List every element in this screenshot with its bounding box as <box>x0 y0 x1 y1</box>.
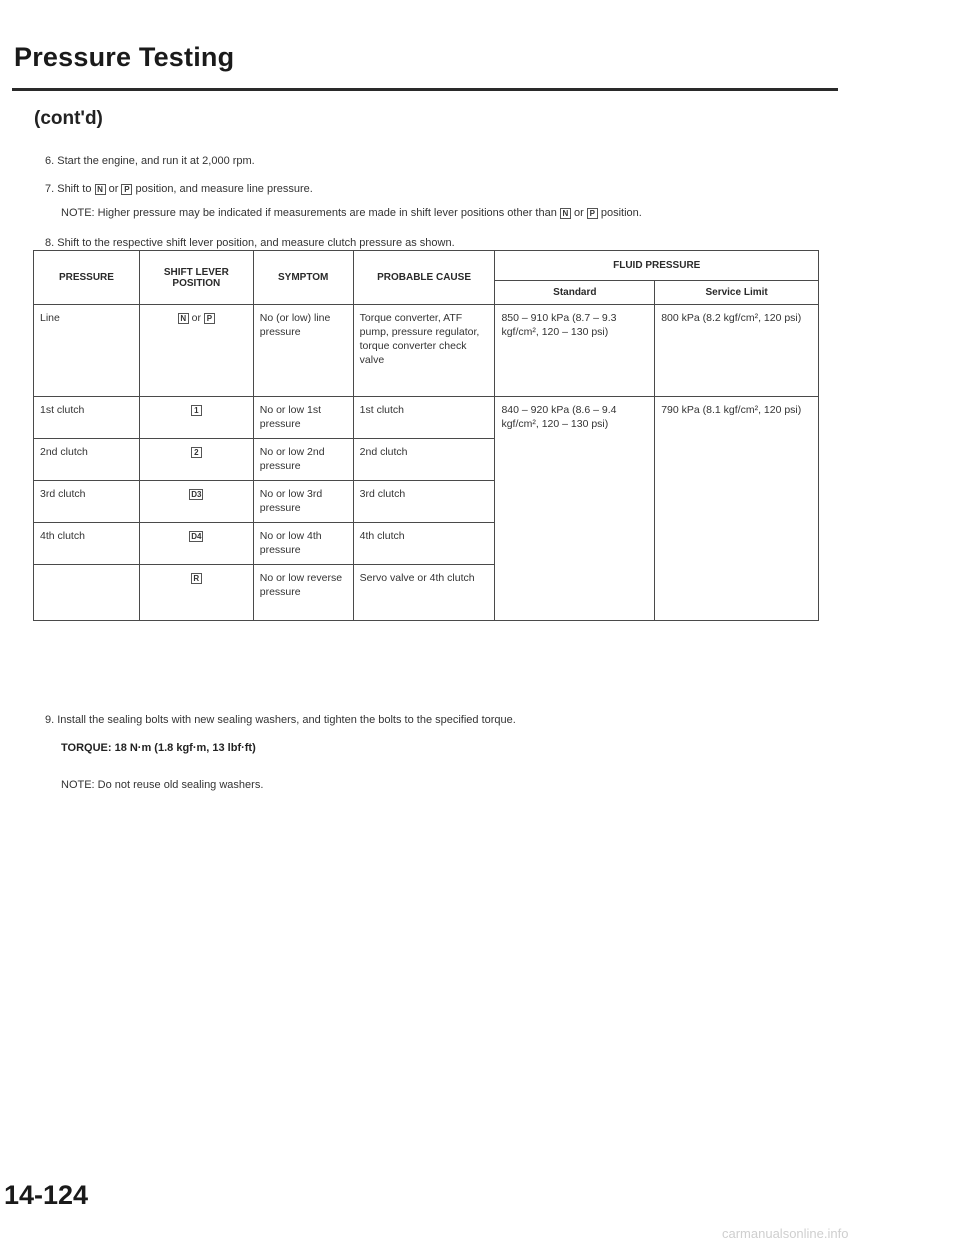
note-key-p: P <box>587 208 598 219</box>
line-key-n: N <box>178 313 189 324</box>
cell-probable-cause: 1st clutch <box>353 397 495 439</box>
cell-probable-cause: Torque converter, ATF pump, pressure regulator, torque converter check valve <box>353 305 495 397</box>
step-9: 9. Install the sealing bolts with new sealing washers, and tighten the bolts to the specified torque. <box>45 714 516 726</box>
line-key-p: P <box>204 313 215 324</box>
cell-pressure: Line <box>34 305 140 397</box>
cell-pressure <box>34 565 140 621</box>
cell-pressure: 3rd clutch <box>34 481 140 523</box>
watermark: carmanualsonline.info <box>722 1226 849 1241</box>
shift-key-d4: D4 <box>191 531 202 541</box>
shift-key-1: 1 <box>191 405 202 416</box>
cell-pressure: 4th clutch <box>34 523 140 565</box>
cell-shift-position <box>139 523 253 565</box>
cell-shift-position <box>139 397 253 439</box>
cell-pressure: 2nd clutch <box>34 439 140 481</box>
torque-spec: TORQUE: 18 N·m (1.8 kgf·m, 13 lbf·ft) <box>61 742 256 754</box>
cell-shift-position <box>139 481 253 523</box>
note-or: or <box>573 207 584 219</box>
page-title: Pressure Testing <box>14 42 235 72</box>
cell-probable-cause: 4th clutch <box>353 523 495 565</box>
cell-probable-cause: 3rd clutch <box>353 481 495 523</box>
cell-symptom: No or low reverse pressure <box>253 565 353 621</box>
step-6: 6. Start the engine, and run it at 2,000 rpm. <box>45 155 255 167</box>
cell-symptom: No or low 4th pressure <box>253 523 353 565</box>
cell-shift-position <box>139 305 253 397</box>
pressure-spec-table <box>33 250 819 621</box>
cell-clutch-standard: 840 – 920 kPa (8.6 – 9.4 kgf/cm², 120 – 130 psi) <box>495 397 655 621</box>
header-symptom: SYMPTOM <box>253 251 353 305</box>
cell-probable-cause: Servo valve or 4th clutch <box>353 565 495 621</box>
table-row-line <box>34 305 819 397</box>
header-standard: Standard <box>495 281 655 305</box>
header-service-limit: Service Limit <box>655 281 819 305</box>
cell-service-limit: 800 kPa (8.2 kgf/cm², 120 psi) <box>655 305 819 397</box>
header-fluid-pressure: FLUID PRESSURE <box>495 251 819 281</box>
header-shift-lever-position: SHIFT LEVER POSITION <box>139 251 253 305</box>
page-subtitle: (cont'd) <box>34 108 103 129</box>
header-probable-cause: PROBABLE CAUSE <box>353 251 495 305</box>
note-text-end: position. <box>600 207 642 219</box>
shift-key-r: R <box>191 573 202 584</box>
step-7-or: or <box>108 183 119 195</box>
note-sealing-washers: NOTE: Do not reuse old sealing washers. <box>61 779 264 791</box>
cell-standard: 850 – 910 kPa (8.7 – 9.3 kgf/cm², 120 – 130 psi) <box>495 305 655 397</box>
cell-probable-cause: 2nd clutch <box>353 439 495 481</box>
page-number: 14-124 <box>4 1180 89 1210</box>
cell-shift-position <box>139 565 253 621</box>
shift-key-d3: D3 <box>191 489 202 499</box>
table-row <box>34 397 819 439</box>
header-pressure: PRESSURE <box>34 251 140 305</box>
note-higher-pressure <box>61 205 837 222</box>
cell-clutch-service-limit: 790 kPa (8.1 kgf/cm², 120 psi) <box>655 397 819 621</box>
note-text-start: NOTE: Higher pressure may be indicated if measurements are made in shift lever positions other than <box>61 207 557 219</box>
line-or: or <box>191 312 201 324</box>
step-8: 8. Shift to the respective shift lever position, and measure clutch pressure as shown. <box>45 237 455 249</box>
shift-key-p: P <box>121 184 132 195</box>
shift-key-2: 2 <box>191 447 202 458</box>
cell-pressure: 1st clutch <box>34 397 140 439</box>
cell-symptom: No or low 1st pressure <box>253 397 353 439</box>
cell-shift-position <box>139 439 253 481</box>
cell-symptom: No or low 2nd pressure <box>253 439 353 481</box>
cell-symptom: No (or low) line pressure <box>253 305 353 397</box>
shift-key-n: N <box>95 184 106 195</box>
step-7-text-end: position, and measure line pressure. <box>135 183 313 195</box>
step-7-text-start: 7. Shift to <box>45 183 92 195</box>
header-rule <box>12 88 838 91</box>
cell-symptom: No or low 3rd pressure <box>253 481 353 523</box>
note-key-n: N <box>560 208 571 219</box>
step-7 <box>45 182 313 197</box>
